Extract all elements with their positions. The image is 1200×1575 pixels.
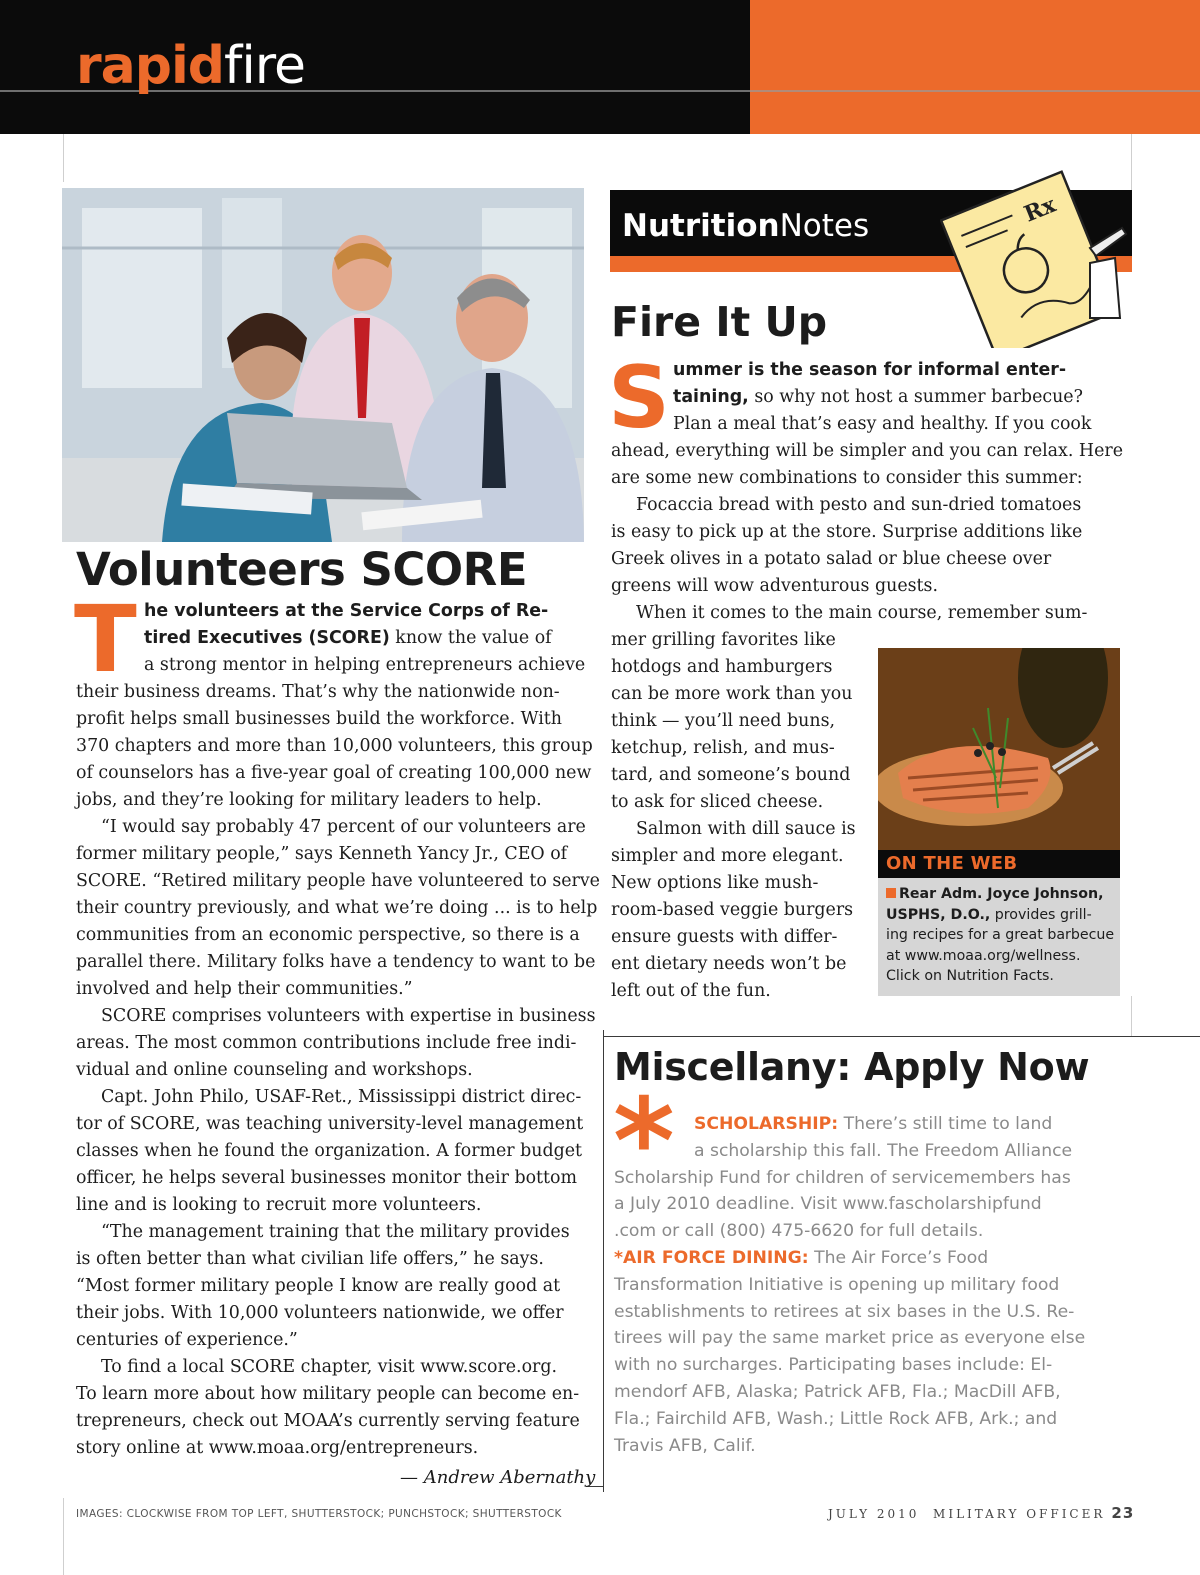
misc-divider-horizontal xyxy=(603,1036,1200,1037)
nutrition-label-bold: Nutrition xyxy=(622,208,780,244)
misc-divider-vertical xyxy=(603,1030,604,1492)
line-text: so why not host a summer barbecue? xyxy=(748,387,1083,407)
image-credits: IMAGES: CLOCKWISE FROM TOP LEFT, SHUTTERSTOCK; PUNCHSTOCK; SHUTTERSTOCK xyxy=(76,1508,562,1520)
text-line xyxy=(611,600,1131,627)
line-text: line and is looking to recruit more volunteers. xyxy=(76,1195,482,1215)
nutrition-article-title: Fire It Up xyxy=(611,298,828,346)
line-text: greens will wow adventurous guests. xyxy=(611,576,938,596)
text-line xyxy=(611,465,1131,492)
salmon-dish-photo xyxy=(878,648,1120,850)
lead-in-text: taining, xyxy=(673,387,749,407)
column-rule-right-mid xyxy=(1131,996,1132,1036)
line-text: their jobs. With 10,000 volunteers nationwide, we offer xyxy=(76,1303,564,1323)
text-line xyxy=(76,1435,586,1462)
line-text: Salmon with dill sauce is xyxy=(636,819,856,839)
line-text: story online at www.moaa.org/entrepreneurs. xyxy=(76,1438,479,1458)
text-line xyxy=(76,706,586,733)
line-text: mendorf AFB, Alaska; Patrick AFB, Fla.; MacDill AFB, xyxy=(614,1381,1061,1402)
text-line xyxy=(886,905,1118,926)
text-line xyxy=(76,625,586,652)
text-line xyxy=(611,546,1131,573)
text-line xyxy=(76,733,593,760)
publication-name: MILITARY OFFICER xyxy=(933,1507,1106,1521)
text-line xyxy=(76,679,586,706)
text-line xyxy=(76,1111,586,1138)
line-text: their business dreams. That’s why the nationwide non- xyxy=(76,682,560,702)
text-line xyxy=(76,787,586,814)
column-rule-left-top xyxy=(63,134,64,182)
text-line xyxy=(611,573,1131,600)
page-folio xyxy=(828,1504,1134,1523)
text-line xyxy=(614,1352,1134,1379)
on-the-web-text xyxy=(886,884,1118,987)
text-line xyxy=(76,1273,586,1300)
prescription-note-illustration xyxy=(940,168,1130,348)
line-text: think — you’ll need buns, xyxy=(611,711,836,731)
line-text: is easy to pick up at the store. Surprise additions like xyxy=(611,522,1083,542)
lead-in-text: Rear Adm. Joyce Johnson, xyxy=(899,886,1104,902)
line-text: involved and help their communities.” xyxy=(76,979,413,999)
text-line xyxy=(886,966,1118,987)
lead-in-text: he volunteers at the Service Corps of Re- xyxy=(144,601,549,621)
misc-title: Miscellany: Apply Now xyxy=(614,1045,1090,1089)
text-line xyxy=(76,1327,586,1354)
text-line xyxy=(76,814,586,841)
line-text: a July 2010 deadline. Visit www.fascholarshipfund xyxy=(614,1194,1042,1215)
line-text: tirees will pay the same market price as everyone else xyxy=(614,1328,1086,1349)
article-body xyxy=(74,586,600,1462)
line-text: trepreneurs, check out MOAA’s currently serving feature xyxy=(76,1411,580,1431)
text-line xyxy=(76,652,586,679)
lead-in-text: *AIR FORCE DINING: xyxy=(614,1247,809,1268)
brand-bold: rapid xyxy=(76,36,225,96)
line-text: former military people,” says Kenneth Yancy Jr., CEO of xyxy=(76,844,568,864)
text-line xyxy=(611,357,1131,384)
office-photo-art xyxy=(62,188,584,542)
text-line xyxy=(76,1192,586,1219)
text-line xyxy=(886,946,1118,967)
text-line xyxy=(614,1406,1134,1433)
lead-in-text: tired Executives (SCORE) xyxy=(144,628,390,648)
line-text: To find a local SCORE chapter, visit www.score.org. xyxy=(101,1357,558,1377)
text-line xyxy=(614,1218,1134,1245)
text-line xyxy=(611,411,1131,438)
salmon-photo-art xyxy=(878,648,1120,850)
line-text: is often better than what civilian life offers,” he says. xyxy=(76,1249,544,1269)
text-line xyxy=(76,1084,586,1111)
column-rule-right-top xyxy=(1131,134,1132,190)
section-brand xyxy=(76,36,305,96)
line-text: simpler and more elegant. xyxy=(611,846,844,866)
text-line xyxy=(76,1003,596,1030)
text-line xyxy=(76,1057,586,1084)
text-line xyxy=(76,1381,586,1408)
line-text: a strong mentor in helping entrepreneurs achieve xyxy=(144,655,586,675)
text-line xyxy=(614,1272,1134,1299)
text-line xyxy=(611,384,1131,411)
line-text: Plan a meal that’s easy and healthy. If you cook xyxy=(673,414,1092,434)
byline: — Andrew Abernathy xyxy=(400,1467,596,1488)
line-text: tard, and someone’s bound xyxy=(611,765,851,785)
line-text: When it comes to the main course, remember sum- xyxy=(636,603,1088,623)
line-text: tor of SCORE, was teaching university-level management xyxy=(76,1114,584,1134)
line-text: SCORE comprises volunteers with expertise in business xyxy=(101,1006,596,1026)
line-text: Transformation Initiative is opening up military food xyxy=(614,1274,1060,1295)
line-text: with no surcharges. Participating bases include: El- xyxy=(614,1355,1053,1376)
line-text: Click on Nutrition Facts. xyxy=(886,968,1054,984)
nutrition-section-label xyxy=(622,206,869,246)
line-text: hotdogs and hamburgers xyxy=(611,657,833,677)
line-text: classes when he found the organization. A former budget xyxy=(76,1141,583,1161)
line-text: Capt. John Philo, USAF-Ret., Mississippi district direc- xyxy=(101,1087,582,1107)
line-text: centuries of experience.” xyxy=(76,1330,298,1350)
text-line xyxy=(76,895,598,922)
text-line xyxy=(76,841,586,868)
line-text: There’s still time to land xyxy=(838,1114,1053,1134)
text-line xyxy=(614,1191,1134,1218)
line-text: .com or call (800) 475-6620 for full details. xyxy=(614,1221,984,1242)
line-text: room-based veggie burgers xyxy=(611,900,854,920)
line-text: of counselors has a five-year goal of creating 100,000 new xyxy=(76,763,592,783)
text-line xyxy=(76,1138,586,1165)
text-line xyxy=(76,868,600,895)
line-text: profit helps small businesses build the workforce. With xyxy=(76,709,562,729)
lead-in-text: SCHOLARSHIP: xyxy=(694,1114,839,1134)
line-text: to ask for sliced cheese. xyxy=(611,792,824,812)
text-line xyxy=(76,1246,586,1273)
line-text: at www.moaa.org/wellness. xyxy=(886,947,1081,964)
line-text: Fla.; Fairchild AFB, Wash.; Little Rock AFB, Ark.; and xyxy=(614,1408,1058,1429)
text-line xyxy=(76,1354,586,1381)
line-text: officer, he helps several businesses monitor their bottom xyxy=(76,1168,577,1188)
line-text: Focaccia bread with pesto and sun-dried tomatoes xyxy=(636,495,1082,515)
brand-light: fire xyxy=(224,36,305,96)
page-number: 23 xyxy=(1111,1504,1135,1522)
line-text: ensure guests with differ- xyxy=(611,927,838,947)
line-text: know the value of xyxy=(389,628,552,648)
nutrition-label-light: Notes xyxy=(779,208,870,244)
text-line xyxy=(76,922,586,949)
issue-date: JULY 2010 xyxy=(828,1507,920,1521)
drop-cap: T xyxy=(74,586,137,693)
line-text: are some new combinations to consider this summer: xyxy=(611,468,1083,488)
text-line xyxy=(614,1299,1134,1326)
line-text: provides grill- xyxy=(990,906,1092,923)
line-text: “I would say probably 47 percent of our volunteers are xyxy=(101,817,586,837)
line-text: ent dietary needs won’t be xyxy=(611,954,847,974)
line-text: areas. The most common contributions include free indi- xyxy=(76,1033,577,1053)
text-line xyxy=(76,1165,586,1192)
line-text: a scholarship this fall. The Freedom Alliance xyxy=(694,1140,1073,1161)
article-title: Volunteers SCORE xyxy=(76,543,528,596)
text-line xyxy=(614,1111,1134,1138)
text-line xyxy=(611,438,1131,465)
line-text: New options like mush- xyxy=(611,873,819,893)
line-text: SCORE. “Retired military people have volunteered to serve xyxy=(76,871,600,891)
line-text: The Air Force’s Food xyxy=(808,1247,989,1268)
line-text: establishments to retirees at six bases in the U.S. Re- xyxy=(614,1301,1075,1322)
text-line xyxy=(76,760,592,787)
text-line xyxy=(614,1138,1134,1165)
text-line xyxy=(76,598,586,625)
text-line xyxy=(614,1433,1134,1460)
text-line xyxy=(611,519,1131,546)
misc-body xyxy=(614,1111,1134,1459)
line-text: “The management training that the military provides xyxy=(101,1222,570,1242)
line-text: ing recipes for a great barbecue xyxy=(886,927,1115,943)
line-text: their country previously, and what we’re doing ... is to help xyxy=(76,898,598,918)
asterisk-icon: * xyxy=(613,1072,675,1210)
text-line xyxy=(886,884,1118,905)
office-meeting-photo xyxy=(62,188,584,542)
text-line xyxy=(614,1165,1134,1192)
text-line xyxy=(76,949,596,976)
column-rule-left-bottom xyxy=(63,1498,64,1575)
line-text: Scholarship Fund for children of servicemembers has xyxy=(614,1167,1071,1188)
line-text: “Most former military people I know are really good at xyxy=(76,1276,561,1296)
line-text: jobs, and they’re looking for military leaders to help. xyxy=(76,790,542,810)
text-line xyxy=(76,1219,586,1246)
header-accent-block xyxy=(750,0,1200,134)
text-line xyxy=(886,925,1118,946)
text-line xyxy=(76,1300,586,1327)
text-line xyxy=(611,492,1131,519)
text-line xyxy=(614,1325,1134,1352)
line-text: vidual and online counseling and workshops. xyxy=(76,1060,473,1080)
line-text: 370 chapters and more than 10,000 volunteers, this group xyxy=(76,736,593,756)
line-text: ahead, everything will be simpler and you can relax. Here xyxy=(611,441,1123,461)
rx-mark: Rx xyxy=(1020,191,1060,228)
drop-cap: S xyxy=(608,348,670,448)
lead-in-text: ummer is the season for informal enter- xyxy=(673,360,1067,380)
line-text: mer grilling favorites like xyxy=(611,630,836,650)
text-line xyxy=(76,1030,586,1057)
text-line xyxy=(76,976,586,1003)
line-text: communities from an economic perspective, so there is a xyxy=(76,925,580,945)
line-text: can be more work than you xyxy=(611,684,853,704)
bullet-square-icon xyxy=(886,888,896,898)
line-text: ketchup, relish, and mus- xyxy=(611,738,835,758)
text-line xyxy=(614,1379,1134,1406)
text-line xyxy=(76,1408,586,1435)
on-the-web-label: ON THE WEB xyxy=(886,853,1018,874)
text-line xyxy=(614,1245,1134,1272)
line-text: Greek olives in a potato salad or blue cheese over xyxy=(611,549,1052,569)
rx-note-art xyxy=(940,168,1130,348)
line-text: left out of the fun. xyxy=(611,981,771,1001)
line-text: parallel there. Military folks have a tendency to want to be xyxy=(76,952,596,972)
line-text: To learn more about how military people can become en- xyxy=(76,1384,580,1404)
lead-in-text: USPHS, D.O., xyxy=(886,906,991,923)
line-text: Travis AFB, Calif. xyxy=(614,1435,756,1456)
